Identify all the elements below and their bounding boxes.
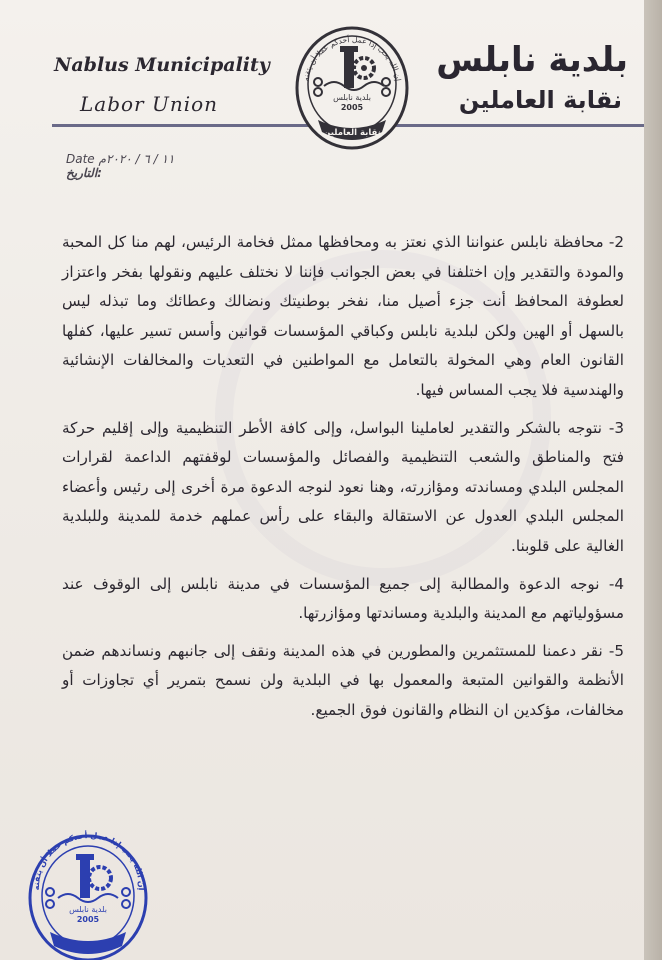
paragraph-3: 3- نتوجه بالشكر والتقدير لعاملينا البواسل، وإلى كافة الأطر التنظيمية وإلى إقليم حركة فتح والمناطق والشعب التنظيمية والفصائل والمؤسسات لوقفتهم الداعمة لقرارات المجلس البلدي ومساندته ومؤازرته، وهنا نعود لنوجه الدعوة مرة أخرى إلى رئيس وأعضاء المجلس البلدي العدول عن الاستقالة والبقاء على رأس عملهم خدمة للمدينة وللبلدية الغالية على قلوبنا. bbox=[62, 418, 624, 555]
page-edge bbox=[644, 0, 662, 960]
stamp-center-text: بلدية نابلس bbox=[69, 905, 107, 914]
logo-center-text: بلدية نابلس bbox=[333, 93, 371, 102]
letter-body bbox=[62, 228, 624, 734]
union-logo bbox=[294, 24, 410, 152]
union-stamp bbox=[24, 828, 154, 960]
header-en-title: Nablus Municipality bbox=[54, 54, 270, 76]
date-label: التاريخ: bbox=[66, 166, 102, 180]
logo-bottom-text: نقابة العاملين bbox=[323, 128, 381, 138]
header-en-subtitle: Labor Union bbox=[80, 92, 219, 116]
logo-year: 2005 bbox=[340, 103, 364, 112]
paragraph-5: 5- نقر دعمنا للمستثمرين والمطورين في هذه المدينة ونقف إلى جانبهم ونساندهم ضمن الأنظمة والقوانين المتبعة والمعمول بها في البلدية ولن نسمح بتمرير أي تجاوزات أو مخالفات، مؤكدين ان النظام والقانون فوق الجميع. bbox=[62, 641, 624, 719]
date-line bbox=[66, 152, 206, 180]
header-ar-title: بلدية نابلس bbox=[436, 40, 628, 80]
stamp-year: 2005 bbox=[76, 915, 100, 924]
header-ar-subtitle: نقابة العاملين bbox=[458, 86, 622, 114]
paragraph-4: 4- نوجه الدعوة والمطالبة إلى جميع المؤسسات في مدينة نابلس إلى الوقوف عند مسؤولياتهم مع المدينة والبلدية ومساندتها ومؤازرتها. bbox=[62, 574, 624, 623]
date-value: ١١ / ٦ / ٢٠٢٠م bbox=[98, 152, 175, 166]
paragraph-2: 2- محافظة نابلس عنواننا الذي نعتز به ومحافظها ممثل فخامة الرئيس، لهم منا كل المحبة والمودة والتقدير وإن اختلفنا في بعض الجوانب فإننا لا نختلف عليهم ونقولها بفخر واعتزاز لعطوفة المحافظ أنت جزء أصيل منا، نفخر بوطنيتك ونضالك وعطائك وما تبذله ليس بالسهل أو الهين ولكن لبلدية نابلس وكباقي المؤسسات قوانين وأسس تسير عليها، كفلها القانون العام وهي المخولة بالتعامل مع المواطنين في التعديات والمخالفات الإنشائية والهندسية فلا يجب المساس فيها. bbox=[62, 233, 624, 399]
stamp-ring-text: إن الله يحب إذا عمل أحدكم عملا أن يتقنه bbox=[31, 830, 147, 891]
logo-ring-text: إن الله يحب إذا عمل أحدكم عملا أن يتقنه bbox=[301, 34, 403, 82]
date-en-label: Date bbox=[66, 152, 95, 166]
